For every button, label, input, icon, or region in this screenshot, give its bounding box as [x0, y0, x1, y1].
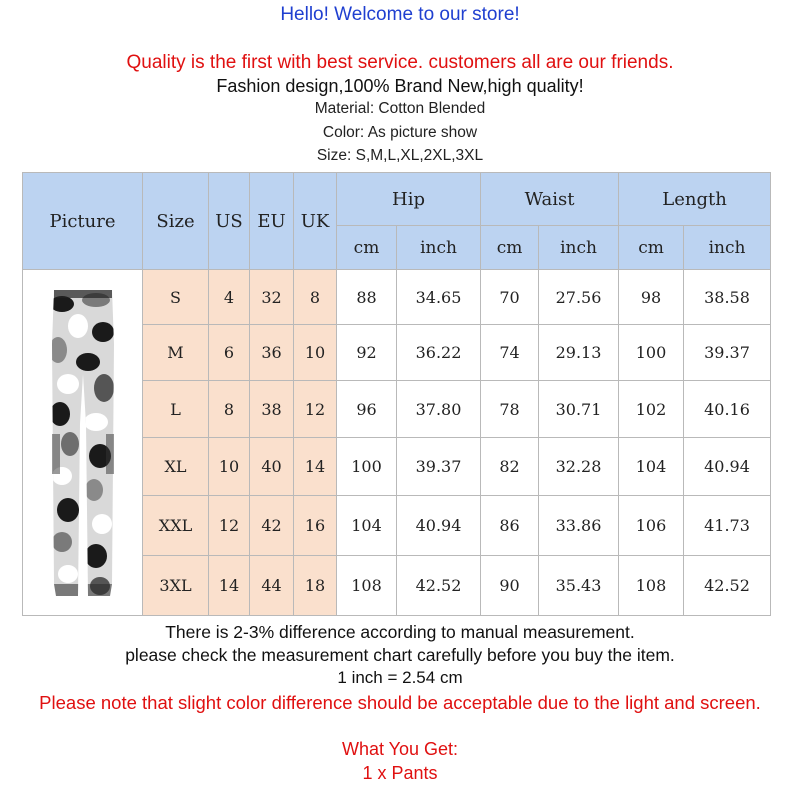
row-3xl-length-cm: 108: [619, 556, 684, 616]
product-picture-cell: [23, 270, 143, 616]
conversion-note: 1 inch = 2.54 cm: [337, 668, 463, 687]
header-waist-cm: cm: [481, 226, 539, 270]
header-us: US: [209, 173, 250, 270]
row-s-hip-inch: 34.65: [397, 270, 481, 325]
row-3xl-hip-cm: 108: [337, 556, 397, 616]
row-xxl-hip-inch: 40.94: [397, 496, 481, 556]
header-picture: Picture: [23, 173, 143, 270]
row-xl-length-inch: 40.94: [684, 438, 771, 496]
row-xl-hip-inch: 39.37: [397, 438, 481, 496]
header-length-cm: cm: [619, 226, 684, 270]
row-xxl-waist-inch: 33.86: [539, 496, 619, 556]
row-l-us: 8: [209, 381, 250, 438]
color-difference-note: Please note that slight color difference should be acceptable due to the light and screen.: [39, 692, 761, 713]
row-m-hip-cm: 92: [337, 325, 397, 381]
row-s-waist-cm: 70: [481, 270, 539, 325]
quality-text: Quality is the first with best service. customers all are our friends.: [126, 52, 674, 73]
row-s-waist-inch: 27.56: [539, 270, 619, 325]
row-3xl-waist-cm: 90: [481, 556, 539, 616]
row-l-length-inch: 40.16: [684, 381, 771, 438]
header-size: Size: [143, 173, 209, 270]
row-3xl-length-inch: 42.52: [684, 556, 771, 616]
row-s-hip-cm: 88: [337, 270, 397, 325]
size-chart-table: [22, 172, 771, 616]
header-eu: EU: [250, 173, 294, 270]
row-xl-uk: 14: [294, 438, 337, 496]
header-waist-inch: inch: [539, 226, 619, 270]
row-m-length-inch: 39.37: [684, 325, 771, 381]
difference-note: There is 2-3% difference according to manual measurement.: [165, 622, 635, 642]
camo-pants-image: [48, 284, 118, 602]
row-xl-size: XL: [143, 438, 209, 496]
row-s-length-cm: 98: [619, 270, 684, 325]
row-3xl-us: 14: [209, 556, 250, 616]
header-hip: Hip: [337, 173, 481, 226]
row-m-uk: 10: [294, 325, 337, 381]
row-m-length-cm: 100: [619, 325, 684, 381]
row-l-eu: 38: [250, 381, 294, 438]
material-text: Material: Cotton Blended: [314, 100, 486, 117]
row-m-size: M: [143, 325, 209, 381]
row-l-uk: 12: [294, 381, 337, 438]
row-3xl-waist-inch: 35.43: [539, 556, 619, 616]
row-xxl-waist-cm: 86: [481, 496, 539, 556]
row-l-length-cm: 102: [619, 381, 684, 438]
fashion-text: Fashion design,100% Brand New,high quality!: [216, 76, 584, 96]
row-xxl-size: XXL: [143, 496, 209, 556]
row-xl-hip-cm: 100: [337, 438, 397, 496]
check-note: please check the measurement chart carefully before you buy the item.: [125, 645, 675, 665]
sizes-text: Size: S,M,L,XL,2XL,3XL: [316, 147, 484, 164]
row-s-eu: 32: [250, 270, 294, 325]
row-xl-length-cm: 104: [619, 438, 684, 496]
table-row: [23, 270, 771, 325]
row-m-hip-inch: 36.22: [397, 325, 481, 381]
color-text: Color: As picture show: [322, 124, 478, 141]
row-xxl-hip-cm: 104: [337, 496, 397, 556]
row-3xl-size: 3XL: [143, 556, 209, 616]
row-m-eu: 36: [250, 325, 294, 381]
row-l-size: L: [143, 381, 209, 438]
row-s-length-inch: 38.58: [684, 270, 771, 325]
row-xl-eu: 40: [250, 438, 294, 496]
row-s-us: 4: [209, 270, 250, 325]
welcome-text: Hello! Welcome to our store!: [280, 4, 520, 25]
header-uk: UK: [294, 173, 337, 270]
row-s-uk: 8: [294, 270, 337, 325]
row-xxl-length-cm: 106: [619, 496, 684, 556]
row-l-hip-inch: 37.80: [397, 381, 481, 438]
row-l-waist-cm: 78: [481, 381, 539, 438]
header-row-main: [23, 173, 771, 226]
row-xxl-us: 12: [209, 496, 250, 556]
row-xl-us: 10: [209, 438, 250, 496]
row-xxl-length-inch: 41.73: [684, 496, 771, 556]
header-waist: Waist: [481, 173, 619, 226]
row-xl-waist-inch: 32.28: [539, 438, 619, 496]
row-s-size: S: [143, 270, 209, 325]
header-hip-cm: cm: [337, 226, 397, 270]
header-length-inch: inch: [684, 226, 771, 270]
row-l-hip-cm: 96: [337, 381, 397, 438]
package-title: What You Get:: [341, 739, 459, 759]
row-3xl-uk: 18: [294, 556, 337, 616]
row-3xl-hip-inch: 42.52: [397, 556, 481, 616]
row-l-waist-inch: 30.71: [539, 381, 619, 438]
row-m-us: 6: [209, 325, 250, 381]
row-xxl-eu: 42: [250, 496, 294, 556]
row-m-waist-cm: 74: [481, 325, 539, 381]
header-hip-inch: inch: [397, 226, 481, 270]
row-3xl-eu: 44: [250, 556, 294, 616]
header-length: Length: [619, 173, 771, 226]
row-xl-waist-cm: 82: [481, 438, 539, 496]
row-xxl-uk: 16: [294, 496, 337, 556]
package-item: 1 x Pants: [362, 763, 438, 783]
row-m-waist-inch: 29.13: [539, 325, 619, 381]
